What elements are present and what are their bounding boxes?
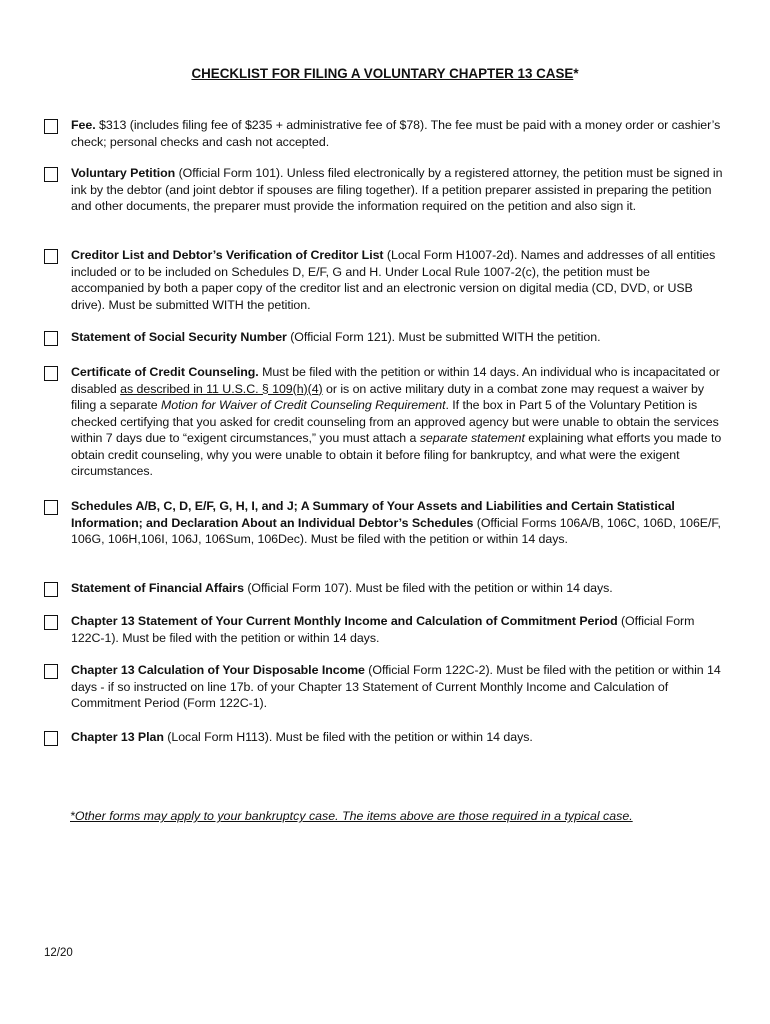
item-heading: Chapter 13 Statement of Your Current Monthly Income and Calculation of Commitment Period: [71, 614, 618, 628]
item-text: [71, 662, 724, 712]
item-description: (Official Form 122C-1). Must be filed with the petition or within 14 days.: [71, 614, 695, 645]
revision-date: 12/20: [44, 947, 73, 959]
checklist-item-monthly-income: [44, 613, 724, 646]
item-text: [71, 165, 724, 215]
item-text: [71, 613, 724, 646]
item-description: $313 (includes filing fee of $235 + administrative fee of $78). The fee must be paid with a money order or cashier’s check; personal checks and cash not accepted.: [71, 118, 721, 149]
checkbox-fee[interactable]: [44, 119, 58, 134]
item-heading: Statement of Financial Affairs: [71, 581, 244, 595]
motion-title: Motion for Waiver of Credit Counseling Requirement: [161, 398, 446, 412]
item-description: (Local Form H113). Must be filed with the petition or within 14 days.: [163, 730, 533, 744]
checklist-item-disposable-income: [44, 662, 724, 712]
checklist-item-financial-affairs: [44, 580, 724, 597]
footnote: *Other forms may apply to your bankruptcy case. The items above are those required in a typical case.: [70, 809, 633, 823]
item-text: [71, 580, 724, 597]
checkbox-voluntary-petition[interactable]: [44, 167, 58, 182]
item-text: [71, 498, 724, 548]
item-description: explaining what efforts you made to obtain credit counseling, why you were unable to obtain it before filing for bankruptcy, and what were the exigent circumstances.: [71, 431, 722, 478]
item-description: (Local Form H1007-2d). Names and addresses of all entities included or to be included on Schedules D, E/F, G and H. Under Local Rule 1007-2(c), the petition must be accompanied by both a paper copy of the creditor list and an electronic version on digital media (CD, DVD, or USB drive). Must be submitted WITH the petition.: [71, 248, 716, 312]
item-heading: Creditor List and Debtor’s Verification of Creditor List: [71, 248, 384, 262]
checklist-item-credit-counseling: [44, 364, 724, 480]
checkbox-disposable-income[interactable]: [44, 664, 58, 679]
statute-reference-link[interactable]: as described in 11 U.S.C. § 109(h)(4): [120, 381, 323, 396]
checkbox-schedules[interactable]: [44, 500, 58, 515]
checklist-item-creditor-list: [44, 247, 724, 313]
checklist-item-fee: [44, 117, 724, 150]
checkbox-ssn-statement[interactable]: [44, 331, 58, 346]
item-description: (Official Forms 106A/B, 106C, 106D, 106E/F, 106G, 106H,106I, 106J, 106Sum, 106Dec). Must be filed with the petition or within 14 days.: [71, 515, 721, 546]
item-text: [71, 247, 724, 313]
title-asterisk: *: [573, 66, 579, 81]
item-description: (Official Form 122C-2). Must be filed with the petition or within 14 days - if so instructed on line 17b. of your Chapter 13 Statement of Current Monthly Income and Calculation of Commitment Period (Form 122C-1).: [71, 663, 721, 710]
checkbox-chapter-13-plan[interactable]: [44, 731, 58, 746]
checklist-item-voluntary-petition: [44, 165, 724, 215]
checkbox-credit-counseling[interactable]: [44, 366, 58, 381]
item-heading: Certificate of Credit Counseling.: [71, 365, 259, 379]
item-text: [71, 364, 724, 480]
item-text: [71, 329, 724, 346]
checklist-item-chapter-13-plan: [44, 729, 724, 746]
checklist-item-ssn-statement: [44, 329, 724, 346]
item-description: or is on active military duty in a combat zone may request a waiver by filing a separate: [71, 381, 705, 412]
item-heading: Chapter 13 Plan: [71, 730, 164, 744]
item-heading: Statement of Social Security Number: [71, 330, 287, 344]
item-heading: Chapter 13 Calculation of Your Disposable Income: [71, 663, 365, 677]
item-heading: Schedules A/B, C, D, E/F, G, H, I, and J; A Summary of Your Assets and Liabilities and Certain Statistical Information; and Declaration About an Individual Debtor’s Schedules: [71, 499, 675, 530]
checkbox-monthly-income[interactable]: [44, 615, 58, 630]
checklist-item-schedules: [44, 498, 724, 548]
title-text: CHECKLIST FOR FILING A VOLUNTARY CHAPTER 13 CASE: [191, 66, 574, 81]
item-description: (Official Form 101). Unless filed electronically by a registered attorney, the petition must be signed in ink by the debtor (and joint debtor if spouses are filing together). If a petition preparer assisted in preparing the petition and other documents, the preparer must provide the information required on the petition and also sign it.: [71, 166, 723, 213]
checkbox-financial-affairs[interactable]: [44, 582, 58, 597]
item-description: . If the box in Part 5 of the Voluntary Petition is checked certifying that you asked for credit counseling from an approved agency but were unable to obtain the services within 7 days due to “exigent circumstances,” you must attach a: [71, 398, 719, 445]
item-description: (Official Form 107). Must be filed with the petition or within 14 days.: [243, 581, 613, 595]
item-heading: Voluntary Petition: [71, 166, 176, 180]
page-title: [0, 66, 770, 81]
separate-statement-term: separate statement: [419, 431, 525, 445]
item-description: (Official Form 121). Must be submitted WITH the petition.: [286, 330, 601, 344]
item-heading: Fee.: [71, 118, 96, 132]
item-text: [71, 117, 724, 150]
item-description: Must be filed with the petition or within 14 days. An individual who is incapacitated or disabled: [71, 365, 720, 396]
item-text: [71, 729, 724, 746]
checkbox-creditor-list[interactable]: [44, 249, 58, 264]
